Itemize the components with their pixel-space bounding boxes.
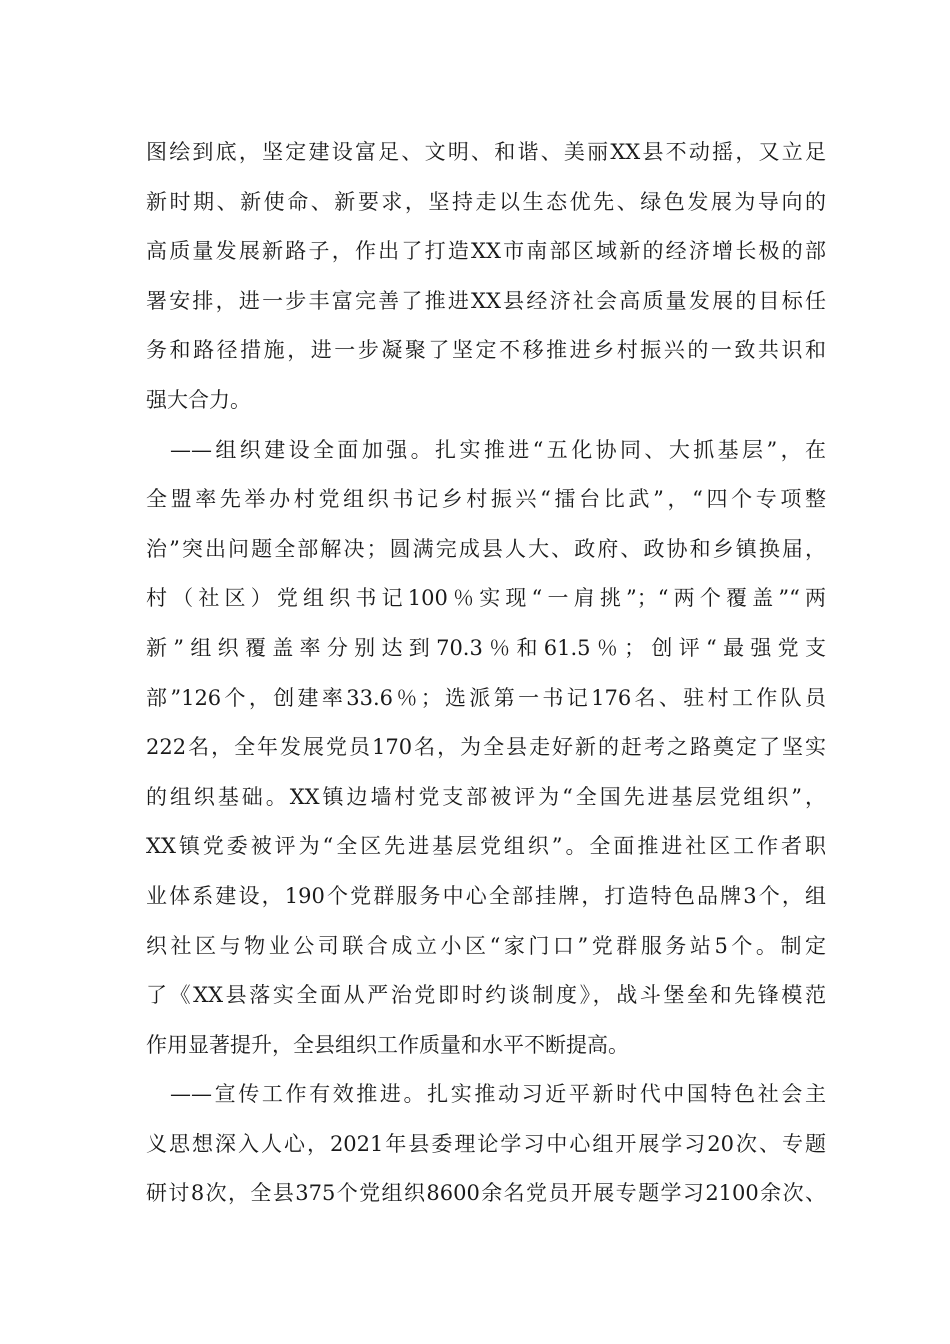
text-line: 的组织基础。XX镇边墙村党支部被评为“全国先进基层党组织”，: [146, 784, 826, 809]
text-line: 织社区与物业公司联合成立小区“家门口”党群服务站5个。制定: [146, 933, 826, 958]
text-line: 222名，全年发展党员170名，为全县走好新的赶考之路奠定了坚实: [146, 735, 826, 760]
text-line: 新时期、新使命、新要求，坚持走以生态优先、绿色发展为导向的: [146, 189, 826, 214]
text-line: 署安排，进一步丰富完善了推进XX县经济社会高质量发展的目标任: [146, 288, 826, 313]
text-line: 强大合力。: [146, 387, 251, 412]
text-line: 高质量发展新路子，作出了打造XX市南部区域新的经济增长极的部: [146, 239, 826, 264]
text-line: 图绘到底，坚定建设富足、文明、和谐、美丽XX县不动摇，又立足: [146, 140, 826, 164]
text-line: 了《XX县落实全面从严治党即时约谈制度》，战斗堡垒和先锋模范: [146, 983, 826, 1008]
text-line: 村（社区）党组织书记100％实现“一肩挑”；“两个覆盖”“两: [146, 586, 826, 611]
text-line: ——组织建设全面加强。扎实推进“五化协同、大抓基层”，在: [170, 437, 826, 462]
document-body: [146, 128, 826, 1219]
paragraph: [146, 128, 826, 426]
text-line: XX镇党委被评为“全区先进基层党组织”。全面推进社区工作者职: [146, 834, 826, 859]
text-line: 务和路径措施，进一步凝聚了坚定不移推进乡村振兴的一致共识和: [146, 338, 826, 363]
text-line: 新”组织覆盖率分别达到70.3％和61.5％；创评“最强党支: [146, 635, 826, 660]
text-line: ——宣传工作有效推进。扎实推动习近平新时代中国特色社会主: [170, 1082, 826, 1107]
text-line: 全盟率先举办村党组织书记乡村振兴“擂台比武”，“四个专项整: [146, 487, 826, 512]
text-line: 研讨8次，全县375个党组织8600余名党员开展专题学习2100余次、: [146, 1181, 826, 1206]
paragraph: [146, 1070, 826, 1219]
text-line: 部”126个，创建率33.6％；选派第一书记176名、驻村工作队员: [146, 685, 826, 710]
text-line: 业体系建设，190个党群服务中心全部挂牌，打造特色品牌3个，组: [146, 883, 826, 908]
text-line: 作用显著提升，全县组织工作质量和水平不断提高。: [146, 1032, 629, 1057]
text-line: 义思想深入人心，2021年县委理论学习中心组开展学习20次、专题: [146, 1131, 826, 1156]
paragraph: [146, 426, 826, 1071]
text-line: 治”突出问题全部解决；圆满完成县人大、政府、政协和乡镇换届，: [146, 536, 826, 561]
